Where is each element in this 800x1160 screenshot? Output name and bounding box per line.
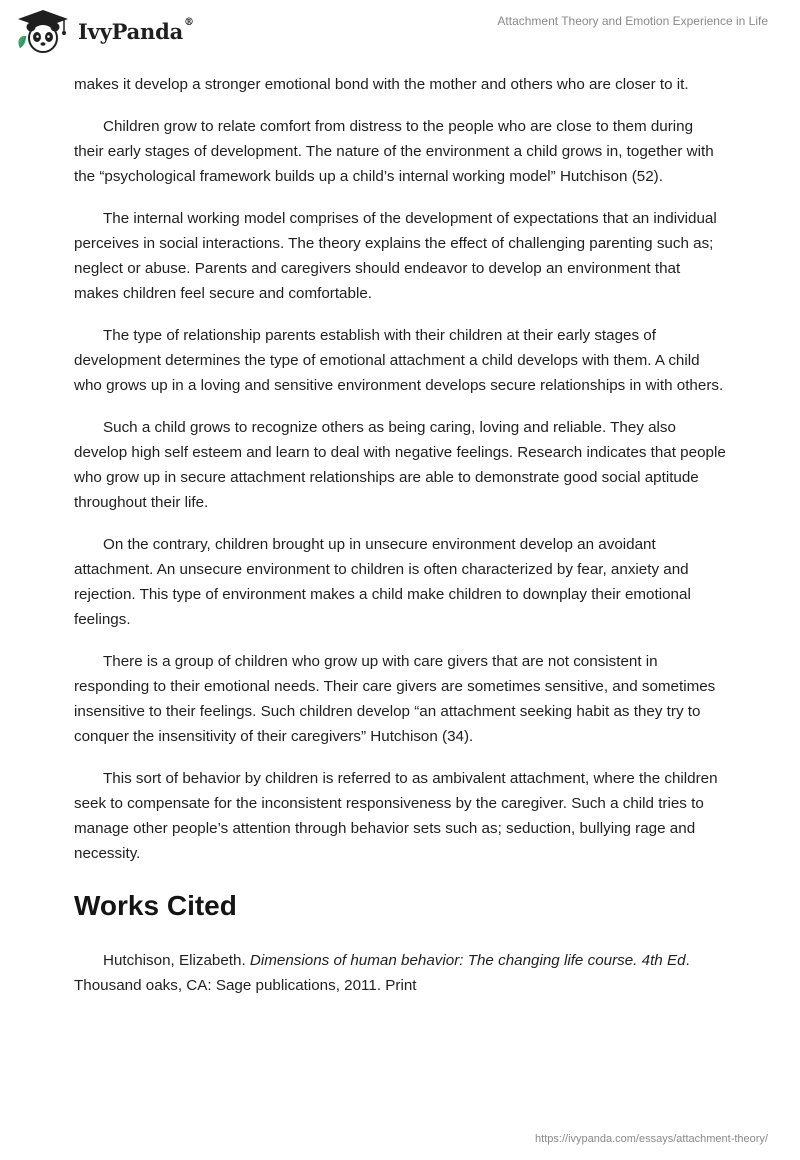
citation-publisher: . Thousand oaks, CA: Sage publications, 2011. Print [74, 952, 690, 994]
paragraph: The type of relationship parents establish with their children at their early stages of development determines the type of emotional attachment a child develops with them. A child who grows up in a loving and sensitive environment develops secure relationships in with others. [74, 327, 724, 394]
essay-title: Attachment Theory and Emotion Experience in Life [497, 14, 768, 28]
paragraph: Children grow to relate comfort from distress to the people who are close to them during their early stages of development. The nature of the environment a child grows in, together with the “psychological framework builds up a child’s internal working model” Hutchison (52). [74, 118, 714, 185]
panda-graduation-cap-icon [14, 8, 72, 54]
works-cited-heading: Works Cited [74, 890, 237, 921]
paragraph: This sort of behavior by children is referred to as ambivalent attachment, where the children seek to compensate for the inconsistent responsiveness by the caregiver. Such a child tries to manage other people’s attention through behavior sets such as; seduction, bullying rage and necessity. [74, 770, 718, 862]
citation-title: Dimensions of human behavior: The changing life course. 4th Ed [249, 952, 686, 969]
brand-name: IvyPanda® [78, 16, 194, 44]
paragraph: The internal working model comprises of the development of expectations that an individual perceives in social interactions. The theory explains the effect of challenging parenting such as; neglect or abuse. Parents and caregivers should endeavor to develop an environment that makes children feel secure and comfortable. [74, 210, 717, 302]
paragraph: On the contrary, children brought up in unsecure environment develop an avoidant attachment. An unsecure environment to children is often characterized by fear, anxiety and rejection. This type of environment makes a child make children to downplay their emotional feelings. [74, 536, 691, 628]
ivypanda-logo[interactable] [14, 8, 194, 54]
paragraph: Such a child grows to recognize others as being caring, loving and reliable. They also develop high self esteem and learn to deal with negative feelings. Research indicates that people who grow up in secure attachment relationships are able to demonstrate good social aptitude throughout their life. [74, 419, 726, 511]
essay-body [74, 72, 726, 1015]
paragraph: makes it develop a stronger emotional bond with the mother and others who are closer to it. [74, 76, 689, 93]
registered-mark: ® [184, 16, 194, 28]
paragraph: There is a group of children who grow up with care givers that are not consistent in responding to their emotional needs. Their care givers are sometimes sensitive, and sometimes insensitive to their feelings. Such children develop “an attachment seeking habit as they try to conquer the insensitivity of their caregivers” Hutchison (34). [74, 653, 716, 745]
source-url[interactable]: https://ivypanda.com/essays/attachment-theory/ [535, 1133, 768, 1145]
citation-entry [74, 948, 726, 998]
page-header [0, 0, 800, 62]
citation-author: Hutchison, Elizabeth. [103, 952, 250, 969]
